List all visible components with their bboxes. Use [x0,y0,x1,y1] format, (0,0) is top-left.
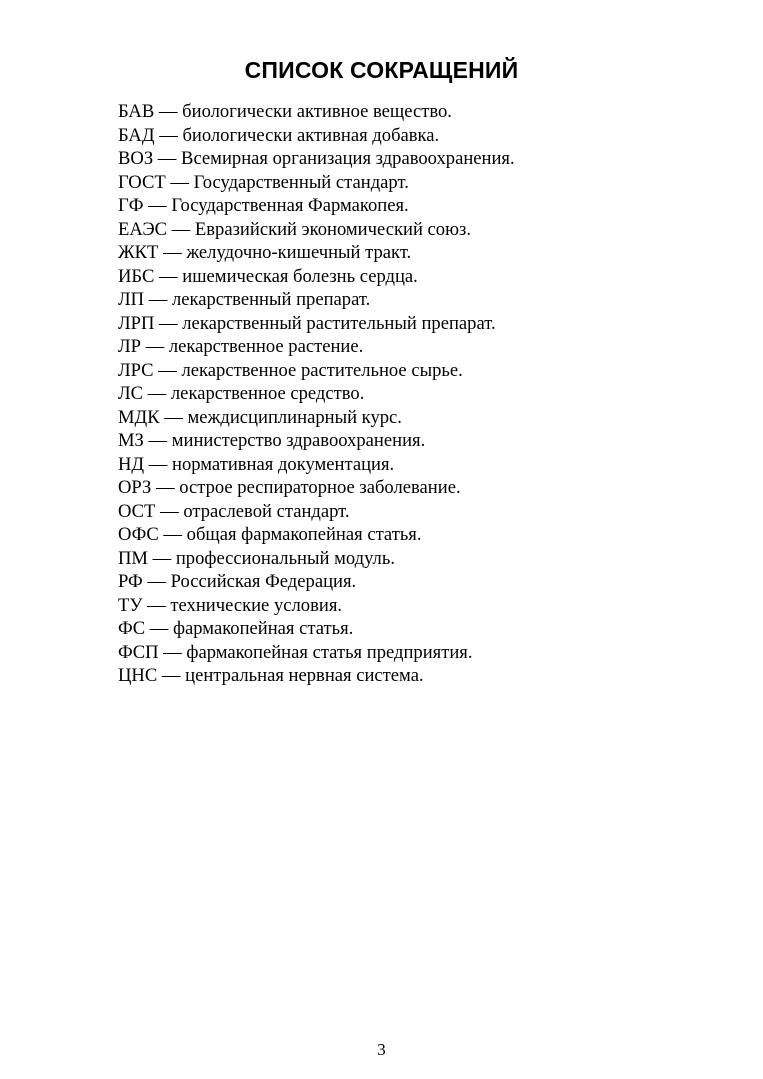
abbreviation-term: ОСТ [118,500,156,522]
abbreviation-entry [118,147,515,171]
abbreviation-separator: — [153,359,182,381]
abbreviation-entry [118,265,515,289]
abbreviation-definition: лекарственное растительное сырье. [181,359,463,381]
abbreviation-entry [118,617,515,641]
abbreviation-separator: — [159,406,188,428]
abbreviation-definition: биологически активная добавка. [182,124,440,146]
abbreviation-entry [118,288,515,312]
page-number: 3 [377,1040,386,1059]
abbreviation-separator: — [158,524,187,545]
abbreviation-entry [118,218,515,242]
abbreviation-separator: — [142,594,171,616]
abbreviation-term: ОФС [118,524,159,545]
abbreviation-definition: лекарственный растительный препарат. [182,312,496,334]
abbreviation-definition: лекарственный препарат. [171,289,371,310]
abbreviation-term: ЛР [118,336,141,357]
abbreviation-definition: профессиональный модуль. [175,547,395,569]
abbreviation-definition: общая фармакопейная статья. [186,524,422,545]
abbreviation-term: ЛС [118,383,144,404]
abbreviation-separator: — [143,430,172,451]
abbreviation-term: МДК [118,406,160,428]
abbreviation-entry [118,429,515,453]
abbreviation-term: ПМ [118,547,148,569]
abbreviation-separator: — [158,641,187,663]
abbreviation-term: БАД [118,124,155,146]
abbreviation-separator: — [145,618,173,639]
abbreviation-separator: — [151,477,180,498]
abbreviation-term: ЛП [118,289,145,310]
abbreviation-entry [118,194,515,218]
abbreviation-separator: — [142,571,171,592]
abbreviation-definition: междисциплинарный курс. [187,406,402,428]
page-title: СПИСОК СОКРАЩЕНИЙ [244,57,519,83]
abbreviation-term: БАВ [118,101,155,122]
abbreviation-entry [118,594,515,618]
abbreviation-entry [118,359,515,383]
abbreviation-term: ФС [118,618,146,639]
abbreviation-definition: желудочно-кишечный тракт. [186,242,412,263]
abbreviation-entry [118,312,515,336]
abbreviation-definition: центральная нервная система. [185,665,424,686]
abbreviation-definition: нормативная документация. [172,453,395,475]
abbreviation-separator: — [154,101,183,122]
abbreviation-separator: — [155,500,184,522]
abbreviation-term: ОРЗ [118,477,152,498]
abbreviation-term: ТУ [118,594,143,616]
abbreviation-definition: отраслевой стандарт. [183,500,350,522]
abbreviation-separator: — [147,547,176,569]
abbreviation-definition: лекарственное средство. [170,383,365,404]
abbreviation-definition: Евразийский экономический союз. [194,218,471,240]
abbreviation-separator: — [143,383,171,404]
abbreviation-term: ЕАЭС [118,218,167,240]
abbreviation-entry [118,241,515,265]
abbreviation-term: ГФ [118,195,144,216]
abbreviation-entry [118,335,515,359]
abbreviation-term: МЗ [118,430,144,451]
abbreviation-entry [118,406,515,430]
abbreviation-definition: острое респираторное заболевание. [179,477,461,498]
abbreviation-definition: фармакопейная статья предприятия. [186,641,473,663]
abbreviation-entry [118,500,515,524]
abbreviation-separator: — [154,124,183,146]
abbreviation-entry [118,664,515,688]
abbreviation-definition: технические условия. [170,594,343,616]
abbreviation-list [118,100,515,688]
abbreviation-term: РФ [118,571,143,592]
abbreviation-entry [118,382,515,406]
abbreviation-definition: Государственный стандарт. [193,171,409,193]
abbreviation-definition: Всемирная организация здравоохранения. [181,148,515,169]
abbreviation-definition: фармакопейная статья. [172,618,354,639]
abbreviation-separator: — [154,265,183,287]
abbreviation-separator: — [165,171,194,193]
abbreviation-definition: лекарственное растение. [168,336,364,357]
abbreviation-definition: биологически активное вещество. [182,101,452,122]
abbreviation-separator: — [143,195,172,216]
abbreviation-entry [118,453,515,477]
abbreviation-entry [118,641,515,665]
abbreviation-separator: — [154,312,183,334]
abbreviation-definition: ишемическая болезнь сердца. [182,265,418,287]
abbreviation-term: ГОСТ [118,171,166,193]
abbreviation-term: ВОЗ [118,148,154,169]
abbreviation-term: ЖКТ [118,242,159,263]
abbreviation-definition: Российская Федерация. [170,571,357,592]
abbreviation-entry [118,570,515,594]
abbreviation-separator: — [153,148,182,169]
abbreviation-definition: Государственная Фармакопея. [171,195,409,216]
abbreviation-entry [118,100,515,124]
abbreviation-entry [118,171,515,195]
abbreviation-term: ЛРС [118,359,154,381]
abbreviation-term: НД [118,453,145,475]
abbreviation-separator: — [144,453,173,475]
abbreviation-term: ФСП [118,641,159,663]
abbreviation-term: ЦНС [118,665,158,686]
abbreviation-separator: — [157,665,186,686]
abbreviation-entry [118,547,515,571]
abbreviation-term: ЛРП [118,312,155,334]
abbreviation-entry [118,523,515,547]
abbreviation-separator: — [140,336,169,357]
abbreviation-definition: министерство здравоохранения. [171,430,426,451]
abbreviation-separator: — [158,242,187,263]
abbreviation-entry [118,124,515,148]
abbreviation-entry [118,476,515,500]
abbreviation-term: ИБС [118,265,155,287]
abbreviation-separator: — [144,289,172,310]
abbreviation-separator: — [167,218,195,240]
